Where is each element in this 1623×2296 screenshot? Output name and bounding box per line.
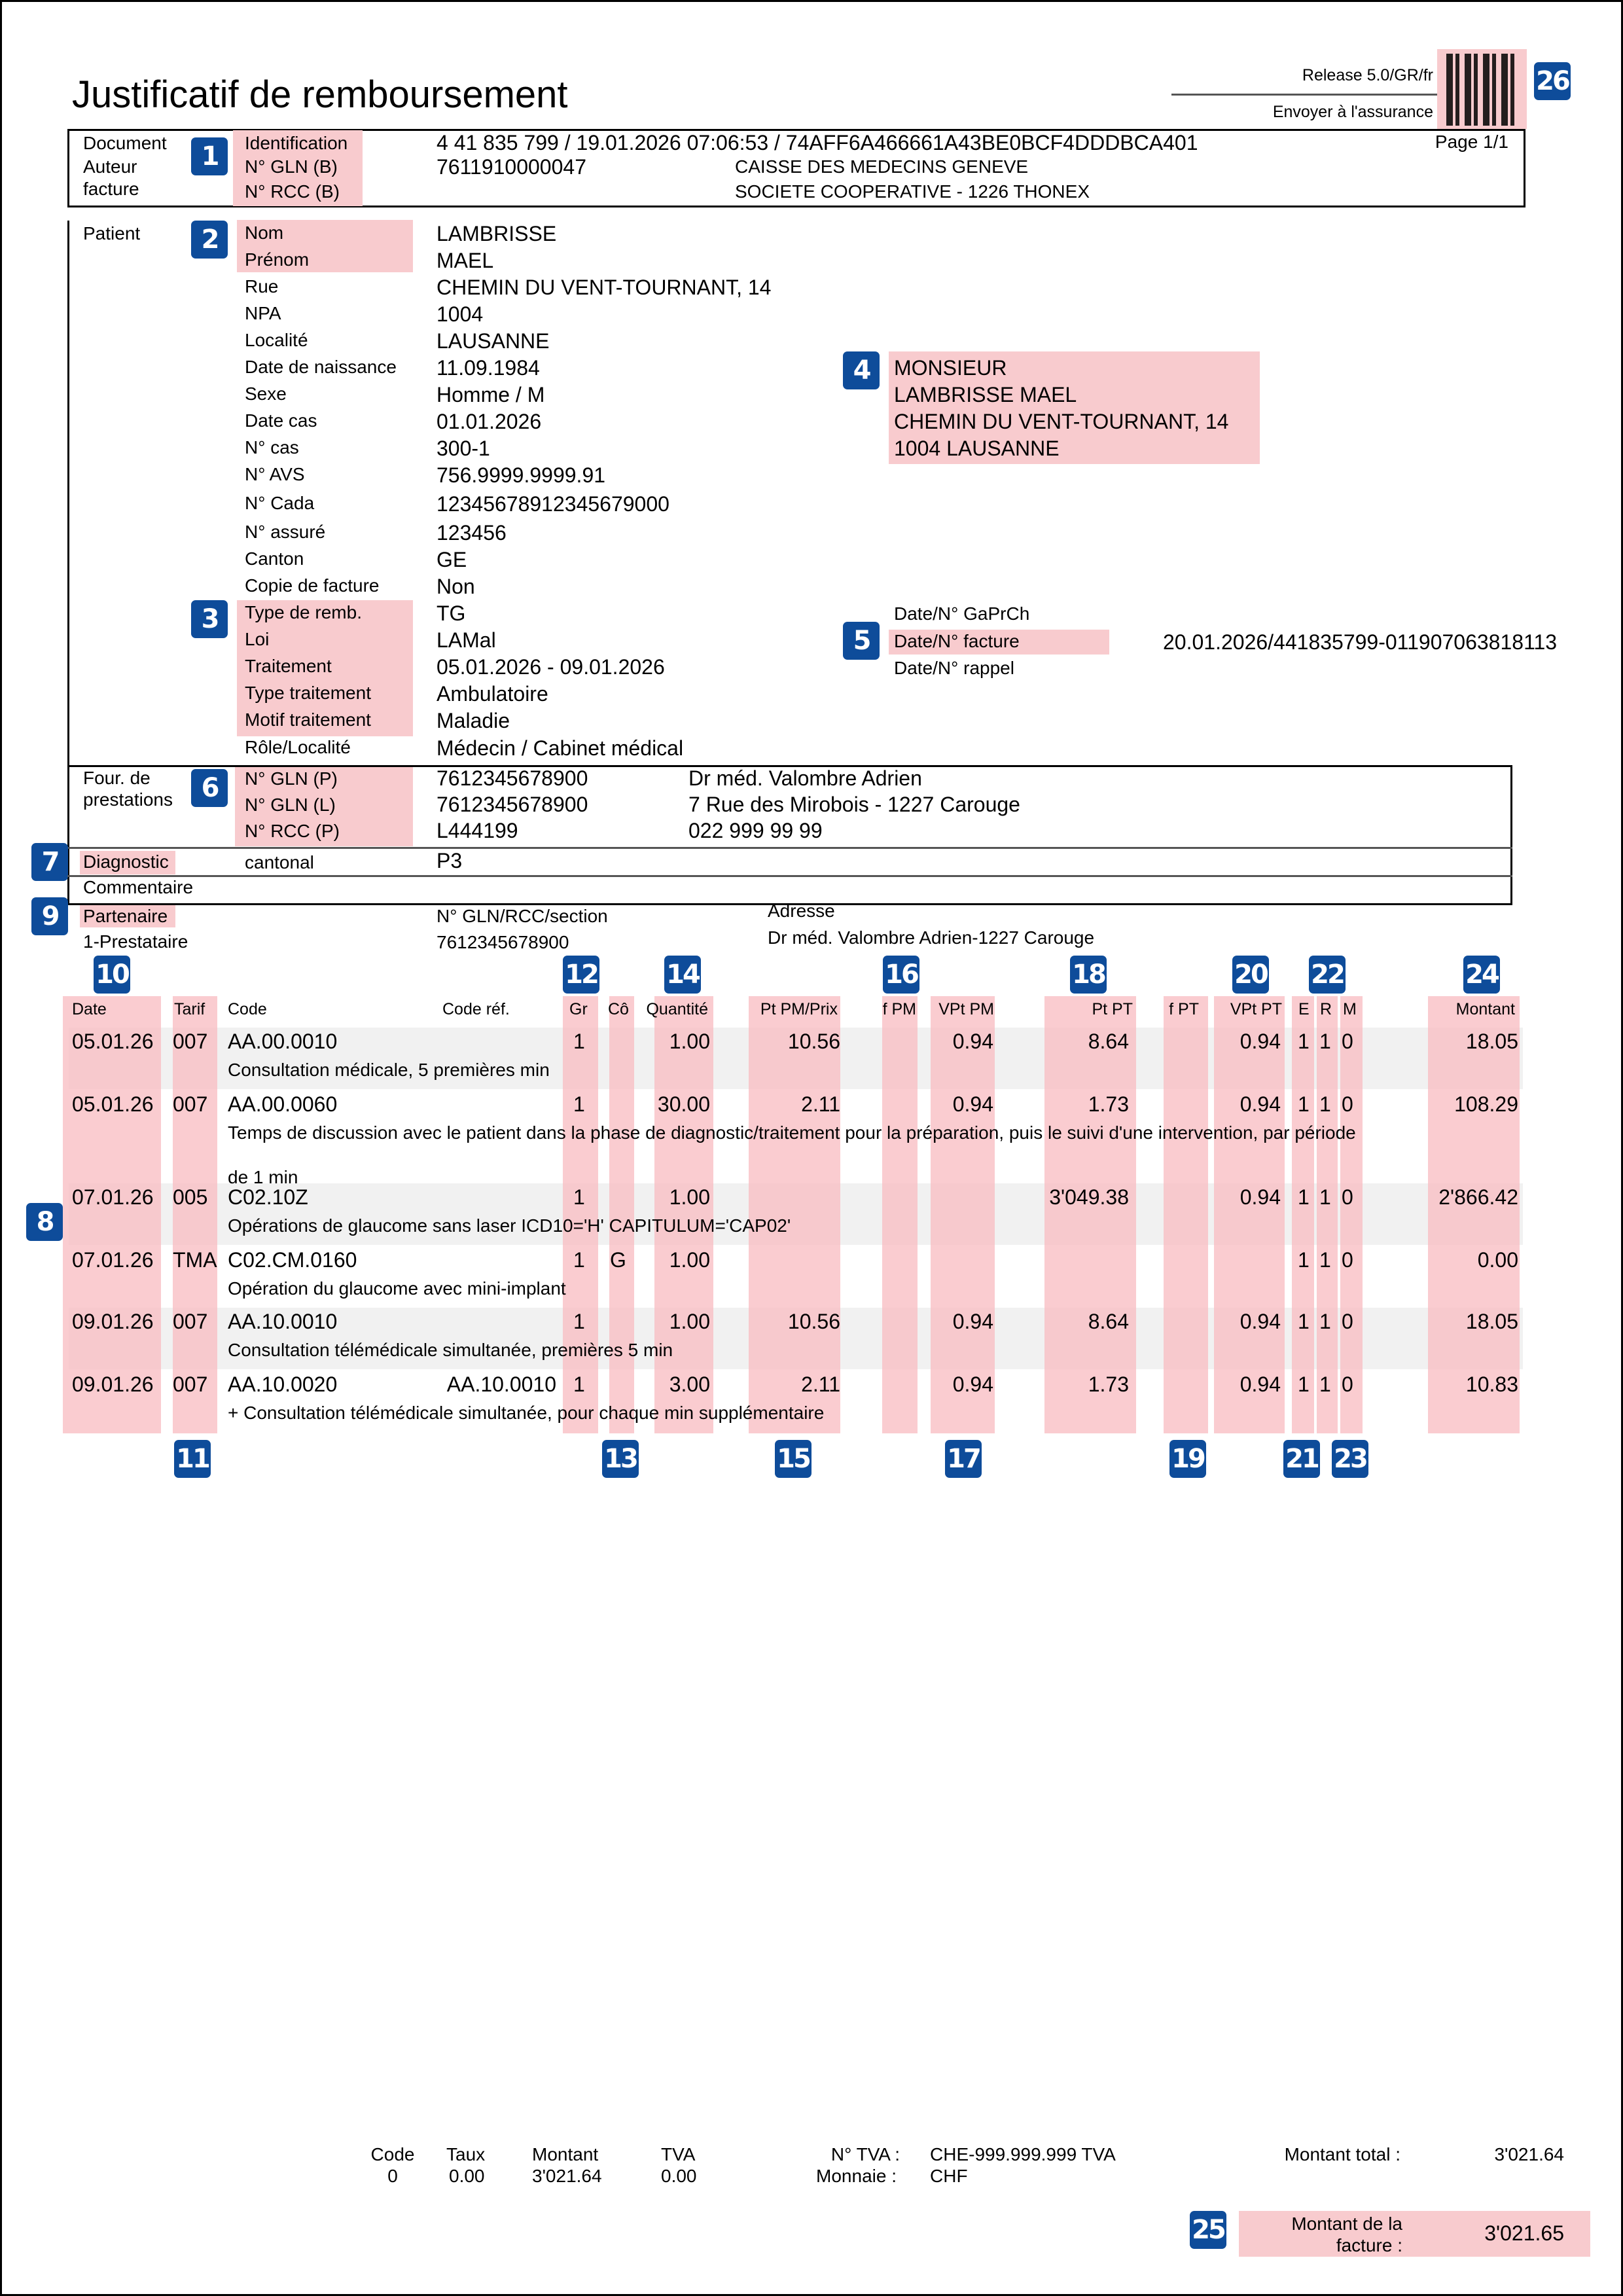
annotation-badge-22: 22 <box>1309 956 1346 994</box>
cell-co: G <box>610 1248 626 1272</box>
gln-b-label: N° GLN (B) <box>245 156 338 177</box>
patient-field-label: N° cas <box>245 437 299 457</box>
patient-field-label: Nom <box>245 223 284 243</box>
column-header-m: M <box>1343 1000 1357 1018</box>
address-line-1: MONSIEUR <box>894 356 1007 380</box>
cell-r: 1 <box>1319 1372 1331 1396</box>
patient-field-value: LAUSANNE <box>437 329 550 353</box>
cell-date: 09.01.26 <box>72 1372 154 1396</box>
column-highlight-date <box>63 996 161 1433</box>
service-description: Opérations de glaucome sans laser ICD10='H' CAPITULUM='CAP02' <box>228 1215 791 1236</box>
total-value: 3'021.64 <box>1494 2144 1564 2164</box>
vat-code-value: 0 <box>387 2166 398 2186</box>
service-description: Temps de discussion avec le patient dans la phase de diagnostic/traitement pour la préparation, puis le suivi d'une intervention, par période <box>228 1122 1356 1143</box>
author-label: Auteur <box>83 156 137 177</box>
patient-field-value: GE <box>437 548 467 571</box>
annotation-badge-9: 9 <box>31 897 68 935</box>
cell-vpt_pt: 0.94 <box>1240 1310 1281 1333</box>
invoice-date-value: 20.01.2026/441835799-011907063818113 <box>1163 630 1558 654</box>
cell-vpt_pm: 0.94 <box>952 1092 993 1116</box>
column-header-gr: Gr <box>569 1000 588 1018</box>
cell-montant: 0.00 <box>1477 1248 1518 1272</box>
cell-gr: 1 <box>573 1372 585 1396</box>
annotation-badge-26: 26 <box>1534 62 1571 100</box>
column-header-montant: Montant <box>1455 1000 1515 1018</box>
address-line-3: CHEMIN DU VENT-TOURNANT, 14 <box>894 410 1229 433</box>
cell-quantite: 1.00 <box>669 1310 710 1333</box>
column-header-tarif: Tarif <box>174 1000 205 1018</box>
patient-field-value: CHEMIN DU VENT-TOURNANT, 14 <box>437 276 772 299</box>
patient-field-value: MAEL <box>437 249 494 272</box>
column-header-f_pt: f PT <box>1169 1000 1199 1018</box>
cell-tarif: 007 <box>173 1092 208 1116</box>
cell-vpt_pt: 0.94 <box>1240 1092 1281 1116</box>
cell-code: AA.00.0010 <box>228 1030 338 1053</box>
column-header-e: E <box>1298 1000 1310 1018</box>
cell-quantite: 1.00 <box>669 1030 710 1053</box>
cell-e: 1 <box>1298 1030 1310 1053</box>
cell-montant: 18.05 <box>1465 1030 1518 1053</box>
cell-code: AA.10.0010 <box>228 1310 338 1333</box>
service-description: + Consultation télémédicale simultanée, pour chaque min supplémentaire <box>228 1403 825 1423</box>
column-header-code_ref: Code réf. <box>442 1000 510 1018</box>
cell-tarif: TMA <box>173 1248 217 1272</box>
patient-field-label: Canton <box>245 548 304 569</box>
column-header-pt_pm: Pt PM/Prix <box>760 1000 838 1018</box>
cell-e: 1 <box>1298 1248 1310 1272</box>
insurer-name: CAISSE DES MEDECINS GENEVE <box>735 156 1029 177</box>
identification-value: 4 41 835 799 / 19.01.2026 07:06:53 / 74AFF6A466661A43BE0BCF4DDDBCA401 <box>437 131 1198 154</box>
patient-field-value: LAMal <box>437 628 496 652</box>
rcc-p-label: N° RCC (P) <box>245 821 340 841</box>
annotation-badge-6: 6 <box>191 769 228 807</box>
cell-tarif: 005 <box>173 1185 208 1209</box>
page-number: Page 1/1 <box>1435 132 1508 152</box>
cell-pt_pm: 10.56 <box>787 1030 840 1053</box>
cell-code: C02.CM.0160 <box>228 1248 357 1272</box>
vat-rate-header: Taux <box>446 2144 486 2164</box>
reminder-date-label: Date/N° rappel <box>894 658 1014 678</box>
annotation-badge-1: 1 <box>191 137 228 175</box>
cell-gr: 1 <box>573 1030 585 1053</box>
currency-label: Monnaie : <box>816 2166 897 2186</box>
cell-pt_pt: 8.64 <box>1088 1030 1129 1053</box>
cell-vpt_pm: 0.94 <box>952 1372 993 1396</box>
patient-field-label: Copie de facture <box>245 575 380 596</box>
patient-field-value: 1004 <box>437 302 484 326</box>
cell-montant: 10.83 <box>1465 1372 1518 1396</box>
patient-field-label: N° Cada <box>245 493 315 513</box>
service-description: Opération du glaucome avec mini-implant <box>228 1278 566 1299</box>
vat-header: TVA <box>661 2144 696 2164</box>
annotation-badge-14: 14 <box>664 956 701 994</box>
rcc-p-value: L444199 <box>437 819 518 842</box>
cell-vpt_pt: 0.94 <box>1240 1185 1281 1209</box>
patient-field-label: Rue <box>245 276 279 296</box>
cell-code: AA.00.0060 <box>228 1092 338 1116</box>
cell-e: 1 <box>1298 1310 1310 1333</box>
cell-r: 1 <box>1319 1310 1331 1333</box>
page-title: Justificatif de remboursement <box>72 73 568 116</box>
address-line-2: LAMBRISSE MAEL <box>894 383 1077 406</box>
provider-address: 7 Rue des Mirobois - 1227 Carouge <box>688 793 1020 816</box>
cell-quantite: 1.00 <box>669 1248 710 1272</box>
cell-r: 1 <box>1319 1185 1331 1209</box>
patient-label: Patient <box>83 223 141 243</box>
patient-field-label: N° assuré <box>245 522 326 542</box>
cell-e: 1 <box>1298 1092 1310 1116</box>
annotation-badge-4: 4 <box>843 351 880 389</box>
vat-number-label: N° TVA : <box>830 2144 900 2164</box>
gln-l-value: 7612345678900 <box>437 793 588 816</box>
diagnostic-value: P3 <box>437 849 463 872</box>
patient-field-value: LAMBRISSE <box>437 222 557 245</box>
annotation-badge-11: 11 <box>174 1440 211 1478</box>
patient-field-value: TG <box>437 601 466 625</box>
partner-address-header: Adresse <box>768 901 835 921</box>
partner-role: 1-Prestataire <box>83 931 188 952</box>
patient-field-label: Sexe <box>245 384 287 404</box>
patient-field-value: 123456 <box>437 521 507 545</box>
provider-phone: 022 999 99 99 <box>688 819 823 842</box>
invoice-label: facture <box>83 179 139 199</box>
datamatrix-code-icon <box>1446 54 1518 126</box>
vat-amount-value: 3'021.64 <box>532 2166 602 2186</box>
cell-tarif: 007 <box>173 1310 208 1333</box>
partner-address: Dr méd. Valombre Adrien-1227 Carouge <box>768 927 1095 948</box>
column-highlight-montant <box>1428 996 1520 1433</box>
patient-field-value: Médecin / Cabinet médical <box>437 736 684 760</box>
patient-field-label: Loi <box>245 629 270 649</box>
cell-vpt_pt: 0.94 <box>1240 1372 1281 1396</box>
partner-gln: 7612345678900 <box>437 932 569 952</box>
invoice-amount-value: 3'021.65 <box>1484 2221 1564 2245</box>
diagnostic-divider <box>67 875 1512 877</box>
annotation-badge-2: 2 <box>191 221 228 259</box>
comment-label: Commentaire <box>83 877 194 897</box>
patient-field-label: Motif traitement <box>245 709 371 730</box>
release-label: Release 5.0/GR/fr <box>1302 66 1433 84</box>
column-header-quantite: Quantité <box>646 1000 708 1018</box>
patient-field-value: Non <box>437 575 475 598</box>
cell-m: 0 <box>1342 1092 1353 1116</box>
cell-date: 07.01.26 <box>72 1248 154 1272</box>
cell-tarif: 007 <box>173 1030 208 1053</box>
cell-m: 0 <box>1342 1310 1353 1333</box>
patient-field-label: Date de naissance <box>245 357 397 377</box>
annotation-badge-17: 17 <box>945 1440 982 1478</box>
patient-field-value: 11.09.1984 <box>437 356 540 380</box>
cell-montant: 2'866.42 <box>1438 1185 1518 1209</box>
total-label: Montant total : <box>1284 2144 1400 2164</box>
annotation-badge-23: 23 <box>1332 1440 1368 1478</box>
patient-field-label: Rôle/Localité <box>245 737 351 757</box>
annotation-badge-20: 20 <box>1232 956 1269 994</box>
cell-quantite: 3.00 <box>669 1372 710 1396</box>
annotation-badge-12: 12 <box>563 956 599 994</box>
cell-gr: 1 <box>573 1310 585 1333</box>
partner-label: Partenaire <box>83 906 168 926</box>
patient-field-label: Type de remb. <box>245 602 362 622</box>
cell-e: 1 <box>1298 1185 1310 1209</box>
column-highlight-tarif <box>173 996 217 1433</box>
gln-b-value: 7611910000047 <box>437 155 586 179</box>
cell-date: 05.01.26 <box>72 1030 154 1053</box>
vat-code-header: Code <box>370 2144 415 2164</box>
rcc-b-label: N° RCC (B) <box>245 181 340 202</box>
patient-field-label: Type traitement <box>245 683 371 703</box>
cell-m: 0 <box>1342 1030 1353 1053</box>
annotation-badge-10: 10 <box>94 956 130 994</box>
cell-montant: 18.05 <box>1465 1310 1518 1333</box>
patient-field-value: Ambulatoire <box>437 682 548 706</box>
patient-left-border <box>67 221 69 766</box>
provider-name: Dr méd. Valombre Adrien <box>688 766 922 790</box>
gln-p-label: N° GLN (P) <box>245 768 338 789</box>
column-header-vpt_pm: VPt PM <box>938 1000 994 1018</box>
annotation-badge-18: 18 <box>1070 956 1107 994</box>
vat-number: CHE-999.999.999 TVA <box>930 2144 1116 2164</box>
invoice-date-label: Date/N° facture <box>894 631 1020 651</box>
cell-pt_pm: 2.11 <box>801 1372 840 1396</box>
cell-tarif: 007 <box>173 1372 208 1396</box>
send-to-label: Envoyer à l'assurance <box>1272 103 1433 121</box>
cell-pt_pm: 2.11 <box>801 1092 840 1116</box>
cell-quantite: 1.00 <box>669 1185 710 1209</box>
header-divider <box>1171 94 1440 96</box>
cell-code: AA.10.0020 <box>228 1372 338 1396</box>
cell-montant: 108.29 <box>1454 1092 1518 1116</box>
cell-e: 1 <box>1298 1372 1310 1396</box>
annotation-badge-24: 24 <box>1463 956 1500 994</box>
provider-label-1: Four. de <box>83 768 151 788</box>
column-header-co: Cô <box>608 1000 629 1018</box>
patient-field-value: 12345678912345679000 <box>437 492 669 516</box>
patient-field-label: Traitement <box>245 656 332 676</box>
cell-gr: 1 <box>573 1248 585 1272</box>
cell-date: 05.01.26 <box>72 1092 154 1116</box>
cell-m: 0 <box>1342 1372 1353 1396</box>
cell-pt_pt: 1.73 <box>1088 1372 1129 1396</box>
cell-r: 1 <box>1319 1092 1331 1116</box>
cell-quantite: 30.00 <box>657 1092 710 1116</box>
cell-code: C02.10Z <box>228 1185 308 1209</box>
cell-pt_pm: 10.56 <box>787 1310 840 1333</box>
cell-m: 0 <box>1342 1185 1353 1209</box>
document-label: Document <box>83 133 167 153</box>
column-header-vpt_pt: VPt PT <box>1230 1000 1282 1018</box>
cell-pt_pt: 8.64 <box>1088 1310 1129 1333</box>
annotation-badge-25: 25 <box>1190 2211 1226 2249</box>
annotation-badge-16: 16 <box>883 956 919 994</box>
column-header-r: R <box>1320 1000 1332 1018</box>
patient-field-label: Date cas <box>245 410 317 431</box>
annotation-badge-19: 19 <box>1169 1440 1206 1478</box>
patient-field-value: 756.9999.9999.91 <box>437 463 606 487</box>
patient-field-label: Prénom <box>245 249 310 270</box>
vat-value: 0.00 <box>661 2166 697 2186</box>
vat-amount-header: Montant <box>532 2144 599 2164</box>
cell-pt_pt: 3'049.38 <box>1049 1185 1129 1209</box>
patient-field-label: N° AVS <box>245 464 305 484</box>
cell-vpt_pm: 0.94 <box>952 1030 993 1053</box>
cell-r: 1 <box>1319 1030 1331 1053</box>
diagnostic-label: Diagnostic <box>83 852 169 872</box>
annotation-badge-8: 8 <box>26 1203 63 1241</box>
annotation-badge-15: 15 <box>775 1440 812 1478</box>
vat-rate-value: 0.00 <box>449 2166 485 2186</box>
patient-field-value: 300-1 <box>437 437 490 460</box>
cell-code_ref: AA.10.0010 <box>446 1372 556 1396</box>
partner-gln-header: N° GLN/RCC/section <box>437 906 608 926</box>
patient-field-value: 05.01.2026 - 09.01.2026 <box>437 655 665 679</box>
invoice-amount-label-2: facture : <box>1336 2235 1402 2255</box>
identification-label: Identification <box>245 133 348 153</box>
cell-pt_pt: 1.73 <box>1088 1092 1129 1116</box>
column-header-f_pm: f PM <box>882 1000 916 1018</box>
currency: CHF <box>930 2166 968 2186</box>
cell-r: 1 <box>1319 1248 1331 1272</box>
column-header-code: Code <box>228 1000 267 1018</box>
invoice-amount-label-1: Montant de la <box>1291 2214 1402 2234</box>
annotation-badge-7: 7 <box>31 843 68 881</box>
provider-label-2: prestations <box>83 789 173 810</box>
insurer-address: SOCIETE COOPERATIVE - 1226 THONEX <box>735 181 1090 202</box>
cell-m: 0 <box>1342 1248 1353 1272</box>
patient-field-label: Localité <box>245 330 308 350</box>
cell-date: 09.01.26 <box>72 1310 154 1333</box>
column-header-date: Date <box>72 1000 107 1018</box>
gln-p-value: 7612345678900 <box>437 766 588 790</box>
cell-date: 07.01.26 <box>72 1185 154 1209</box>
gln-l-label: N° GLN (L) <box>245 795 336 815</box>
provider-divider <box>67 847 1512 849</box>
service-description-cont: de 1 min <box>228 1167 298 1187</box>
cell-vpt_pm: 0.94 <box>952 1310 993 1333</box>
annotation-badge-3: 3 <box>191 600 228 638</box>
patient-field-value: 01.01.2026 <box>437 410 542 433</box>
cell-vpt_pt: 0.94 <box>1240 1030 1281 1053</box>
cell-gr: 1 <box>573 1092 585 1116</box>
annotation-badge-21: 21 <box>1283 1440 1320 1478</box>
date-gaprch-label: Date/N° GaPrCh <box>894 603 1030 624</box>
service-description: Consultation télémédicale simultanée, premières 5 min <box>228 1340 673 1360</box>
patient-field-label: NPA <box>245 303 281 323</box>
annotation-badge-5: 5 <box>843 622 880 660</box>
service-description: Consultation médicale, 5 premières min <box>228 1060 550 1080</box>
cell-gr: 1 <box>573 1185 585 1209</box>
address-line-4: 1004 LAUSANNE <box>894 437 1060 460</box>
column-header-pt_pt: Pt PT <box>1092 1000 1133 1018</box>
diagnostic-type: cantonal <box>245 852 314 872</box>
patient-field-value: Homme / M <box>437 383 545 406</box>
patient-field-value: Maladie <box>437 709 510 732</box>
annotation-badge-13: 13 <box>602 1440 639 1478</box>
